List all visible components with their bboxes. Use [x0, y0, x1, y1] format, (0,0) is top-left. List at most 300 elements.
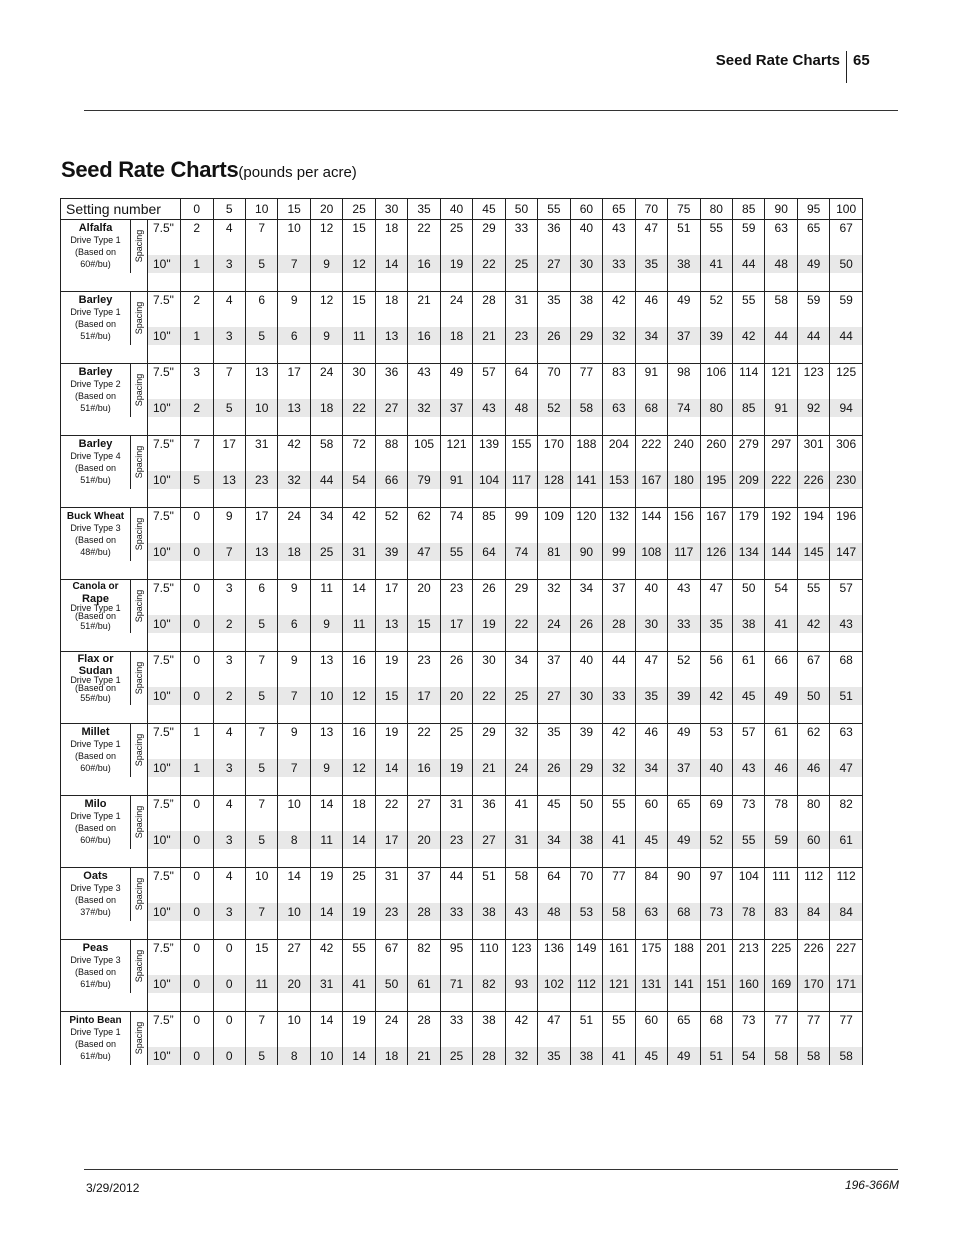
rate-value: 240: [668, 436, 700, 471]
rate-value: 47: [635, 652, 667, 687]
rate-value: 28: [408, 903, 440, 921]
rate-value: 49: [765, 687, 797, 705]
rate-value: 50: [830, 255, 862, 273]
rate-value: 15: [375, 687, 407, 705]
rate-value: 0: [213, 1047, 245, 1065]
table-row: [61, 903, 863, 921]
table-row: [61, 724, 863, 759]
rate-value: 36: [375, 364, 407, 399]
crop-name: Milo: [84, 798, 107, 810]
crop-drive-type: Drive Type 1: [70, 1027, 121, 1037]
rate-value: 41: [603, 831, 635, 849]
rate-value: 85: [733, 399, 765, 417]
rate-value: 23: [505, 327, 537, 345]
table-row: [61, 436, 863, 471]
crop-bushel-weight: 61#/bu): [80, 979, 111, 989]
rate-value: 10: [245, 399, 277, 417]
rate-value: 126: [700, 543, 732, 561]
rate-value: 58: [505, 868, 537, 903]
setting-header-cell: 20: [310, 199, 342, 220]
rate-value: 112: [570, 975, 602, 993]
rate-value: 35: [538, 724, 570, 759]
crop-cell: [61, 724, 131, 777]
rate-value: 155: [505, 436, 537, 471]
rate-value: 0: [181, 1047, 213, 1065]
table-row: [61, 796, 863, 831]
rate-value: 7: [181, 436, 213, 471]
rate-value: 7: [245, 903, 277, 921]
rate-value: 22: [343, 399, 375, 417]
rate-value: 47: [538, 1012, 570, 1047]
rate-value: 65: [797, 220, 829, 255]
rate-value: 70: [538, 364, 570, 399]
rate-value: 213: [733, 940, 765, 975]
rate-value: 77: [570, 364, 602, 399]
rate-value: 306: [830, 436, 862, 471]
rate-value: 37: [538, 652, 570, 687]
rate-value: 55: [440, 543, 472, 561]
rate-value: 49: [668, 292, 700, 327]
rate-value: 68: [830, 652, 862, 687]
rate-value: 36: [538, 220, 570, 255]
rate-value: 11: [245, 975, 277, 993]
rate-value: 7: [245, 1012, 277, 1047]
rate-value: 49: [668, 831, 700, 849]
rate-value: 226: [797, 940, 829, 975]
crop-name: Peas: [82, 942, 109, 954]
rate-value: 28: [473, 1047, 505, 1065]
rate-value: 77: [797, 1012, 829, 1047]
rate-value: 195: [700, 471, 732, 489]
rate-value: 13: [245, 543, 277, 561]
rate-value: 3: [213, 652, 245, 687]
table-row: [61, 868, 863, 903]
rate-value: 144: [765, 543, 797, 561]
rate-value: 0: [181, 831, 213, 849]
rate-value: 65: [668, 796, 700, 831]
spacing-label: Spacing: [134, 805, 144, 839]
crop-based-on: (Based on: [74, 535, 117, 545]
rate-value: 81: [538, 543, 570, 561]
rate-value: 43: [505, 903, 537, 921]
rate-value: 68: [635, 399, 667, 417]
rate-value: 147: [830, 543, 862, 561]
rate-value: 95: [440, 940, 472, 975]
rate-value: 42: [343, 508, 375, 543]
rate-value: 9: [310, 759, 342, 777]
rate-value: 18: [440, 327, 472, 345]
rate-value: 10: [278, 796, 310, 831]
rate-value: 63: [603, 399, 635, 417]
header-section-title: Seed Rate Charts: [715, 52, 840, 69]
rate-value: 9: [278, 724, 310, 759]
rate-value: 145: [797, 543, 829, 561]
rate-value: 24: [375, 1012, 407, 1047]
rate-value: 3: [213, 903, 245, 921]
rate-value: 3: [213, 759, 245, 777]
rate-value: 41: [603, 1047, 635, 1065]
row-spacing-size: 7.5": [148, 508, 181, 543]
table-row: [61, 615, 863, 633]
spacing-cell: [131, 1012, 148, 1065]
rate-value: 31: [505, 831, 537, 849]
rate-value: 64: [505, 364, 537, 399]
rate-value: 136: [538, 940, 570, 975]
table-row: [61, 652, 863, 687]
rate-value: 29: [505, 580, 537, 615]
rate-value: 99: [603, 543, 635, 561]
rate-value: 55: [733, 292, 765, 327]
rate-value: 6: [278, 327, 310, 345]
table-spacer-row: [61, 417, 863, 436]
rate-value: 83: [603, 364, 635, 399]
crop-based-on: (Based on: [74, 895, 117, 905]
crop-cell: [61, 868, 131, 921]
setting-header-cell: 75: [668, 199, 700, 220]
setting-header-cell: 0: [181, 199, 213, 220]
rate-value: 74: [505, 543, 537, 561]
rate-value: 54: [343, 471, 375, 489]
crop-bushel-weight: 60#/bu): [80, 259, 111, 269]
rate-value: 3: [213, 831, 245, 849]
spacing-cell: [131, 436, 148, 489]
rate-value: 180: [668, 471, 700, 489]
rate-value: 167: [700, 508, 732, 543]
rate-value: 25: [440, 724, 472, 759]
setting-header-cell: 15: [278, 199, 310, 220]
row-spacing-size: 10": [148, 471, 181, 489]
rate-value: 55: [343, 940, 375, 975]
table-row: [61, 1047, 863, 1065]
setting-header-cell: 95: [797, 199, 829, 220]
rate-value: 32: [278, 471, 310, 489]
row-spacing-size: 7.5": [148, 868, 181, 903]
rate-value: 34: [635, 759, 667, 777]
rate-value: 9: [278, 580, 310, 615]
setting-header-cell: 35: [408, 199, 440, 220]
rate-value: 37: [603, 580, 635, 615]
rate-value: 67: [797, 652, 829, 687]
header-separator: [846, 51, 847, 83]
setting-header-cell: 85: [733, 199, 765, 220]
rate-value: 43: [473, 399, 505, 417]
rate-value: 0: [181, 687, 213, 705]
rate-value: 194: [797, 508, 829, 543]
rate-value: 14: [310, 796, 342, 831]
rate-value: 28: [603, 615, 635, 633]
rate-value: 61: [830, 831, 862, 849]
rate-value: 52: [668, 652, 700, 687]
rate-value: 47: [408, 543, 440, 561]
rate-value: 128: [538, 471, 570, 489]
rate-value: 39: [668, 687, 700, 705]
rate-value: 24: [278, 508, 310, 543]
rate-value: 26: [440, 652, 472, 687]
rate-value: 19: [343, 903, 375, 921]
crop-bushel-weight: 48#/bu): [80, 547, 111, 557]
setting-header-cell: 45: [473, 199, 505, 220]
rate-value: 52: [538, 399, 570, 417]
rate-value: 41: [343, 975, 375, 993]
rate-value: 34: [635, 327, 667, 345]
rate-value: 51: [570, 1012, 602, 1047]
rate-value: 153: [603, 471, 635, 489]
rate-value: 134: [733, 543, 765, 561]
table-spacer-row: [61, 489, 863, 508]
crop-bushel-weight: 60#/bu): [80, 763, 111, 773]
rate-value: 7: [213, 364, 245, 399]
table-row: [61, 508, 863, 543]
rate-value: 31: [245, 436, 277, 471]
setting-header-cell: 5: [213, 199, 245, 220]
rate-value: 83: [765, 903, 797, 921]
crop-name: Barley: [78, 294, 113, 306]
rate-value: 66: [765, 652, 797, 687]
setting-header-cell: 100: [830, 199, 862, 220]
rate-value: 26: [538, 759, 570, 777]
rate-value: 226: [797, 471, 829, 489]
rate-value: 2: [181, 220, 213, 255]
rate-value: 17: [245, 508, 277, 543]
rate-value: 4: [213, 868, 245, 903]
rate-value: 5: [245, 615, 277, 633]
rate-value: 121: [440, 436, 472, 471]
rate-value: 91: [635, 364, 667, 399]
crop-cell: [61, 940, 131, 993]
rate-value: 27: [473, 831, 505, 849]
rate-value: 84: [635, 868, 667, 903]
rate-value: 13: [310, 652, 342, 687]
rate-value: 34: [310, 508, 342, 543]
rate-value: 57: [473, 364, 505, 399]
rate-value: 32: [408, 399, 440, 417]
rate-value: 49: [668, 724, 700, 759]
row-spacing-size: 10": [148, 831, 181, 849]
rate-value: 78: [765, 796, 797, 831]
table-spacer-row: [61, 705, 863, 724]
rate-value: 91: [765, 399, 797, 417]
crop-based-on: (Based on: [74, 1039, 117, 1049]
rate-value: 54: [733, 1047, 765, 1065]
rate-value: 15: [343, 292, 375, 327]
rate-value: 74: [440, 508, 472, 543]
rate-value: 23: [375, 903, 407, 921]
setting-header-cell: 55: [538, 199, 570, 220]
rate-value: 57: [830, 580, 862, 615]
rate-value: 227: [830, 940, 862, 975]
table-row: [61, 831, 863, 849]
rate-value: 25: [505, 687, 537, 705]
rate-value: 51: [830, 687, 862, 705]
setting-number-label: Setting number: [61, 199, 181, 220]
rate-value: 222: [635, 436, 667, 471]
rate-value: 38: [473, 1012, 505, 1047]
rate-value: 20: [408, 831, 440, 849]
rate-value: 25: [343, 868, 375, 903]
rate-value: 192: [765, 508, 797, 543]
rate-value: 44: [797, 327, 829, 345]
crop-name: Alfalfa: [78, 222, 113, 234]
row-spacing-size: 10": [148, 687, 181, 705]
crop-based-on: (Based on: [74, 391, 117, 401]
table-spacer-row: [61, 993, 863, 1012]
row-spacing-size: 10": [148, 759, 181, 777]
rate-value: 22: [473, 687, 505, 705]
rate-value: 29: [473, 724, 505, 759]
rate-value: 104: [733, 868, 765, 903]
rate-value: 68: [668, 903, 700, 921]
rate-value: 144: [635, 508, 667, 543]
rate-value: 44: [603, 652, 635, 687]
rate-value: 13: [278, 399, 310, 417]
rate-value: 80: [797, 796, 829, 831]
rate-value: 62: [408, 508, 440, 543]
spacing-cell: [131, 220, 148, 273]
rate-value: 297: [765, 436, 797, 471]
rate-value: 64: [538, 868, 570, 903]
row-spacing-size: 7.5": [148, 652, 181, 687]
rate-value: 6: [245, 292, 277, 327]
rate-value: 43: [408, 364, 440, 399]
rate-value: 17: [213, 436, 245, 471]
rate-value: 30: [635, 615, 667, 633]
rate-value: 73: [733, 796, 765, 831]
rate-value: 26: [570, 615, 602, 633]
rate-value: 18: [343, 796, 375, 831]
spacing-label: Spacing: [134, 229, 144, 263]
rate-value: 7: [278, 759, 310, 777]
rate-value: 92: [797, 399, 829, 417]
rate-value: 10: [310, 687, 342, 705]
rate-value: 82: [473, 975, 505, 993]
rate-value: 51: [700, 1047, 732, 1065]
rate-value: 9: [310, 615, 342, 633]
rate-value: 37: [668, 759, 700, 777]
rate-value: 17: [440, 615, 472, 633]
rate-value: 42: [505, 1012, 537, 1047]
crop-cell: [61, 436, 131, 489]
setting-header-row: [61, 199, 863, 220]
rate-value: 169: [765, 975, 797, 993]
table-spacer-row: [61, 345, 863, 364]
rate-value: 9: [310, 327, 342, 345]
rate-value: 20: [440, 687, 472, 705]
row-spacing-size: 7.5”: [148, 1012, 181, 1047]
rate-value: 94: [830, 399, 862, 417]
rate-value: 30: [570, 255, 602, 273]
rate-value: 37: [408, 868, 440, 903]
rate-value: 90: [668, 868, 700, 903]
rate-value: 63: [765, 220, 797, 255]
rate-value: 22: [408, 724, 440, 759]
rate-value: 74: [668, 399, 700, 417]
setting-header-cell: 90: [765, 199, 797, 220]
crop-drive-type: Drive Type 3: [70, 523, 121, 533]
rate-value: 36: [473, 796, 505, 831]
table-row: [61, 543, 863, 561]
crop-based-on: (Based on: [74, 751, 117, 761]
rate-value: 171: [830, 975, 862, 993]
rate-value: 4: [213, 724, 245, 759]
row-spacing-size: 7.5": [148, 220, 181, 255]
rate-value: 24: [538, 615, 570, 633]
rate-value: 21: [473, 327, 505, 345]
rate-value: 17: [375, 580, 407, 615]
row-spacing-size: 7.5”: [148, 796, 181, 831]
rate-value: 18: [375, 220, 407, 255]
crop-bushel-weight: 61#/bu): [80, 1051, 111, 1061]
rate-value: 50: [375, 975, 407, 993]
rate-value: 0: [181, 652, 213, 687]
rate-value: 2: [213, 687, 245, 705]
rate-value: 28: [473, 292, 505, 327]
rate-value: 39: [570, 724, 602, 759]
rate-value: 27: [538, 687, 570, 705]
rate-value: 31: [505, 292, 537, 327]
rate-value: 114: [733, 364, 765, 399]
rate-value: 9: [310, 255, 342, 273]
rate-value: 80: [700, 399, 732, 417]
rate-value: 209: [733, 471, 765, 489]
crop-name: Barley: [78, 438, 113, 450]
rate-value: 139: [473, 436, 505, 471]
crop-based-on: (Based on: [74, 319, 117, 329]
rate-value: 41: [505, 796, 537, 831]
rate-value: 45: [635, 1047, 667, 1065]
rate-value: 4: [213, 796, 245, 831]
crop-based-on: (Based on: [74, 463, 117, 473]
rate-value: 13: [245, 364, 277, 399]
rate-value: 2: [181, 292, 213, 327]
crop-based-on: (Based on: [74, 611, 117, 621]
rate-value: 13: [375, 615, 407, 633]
rate-value: 156: [668, 508, 700, 543]
rate-value: 59: [765, 831, 797, 849]
rate-value: 28: [408, 1012, 440, 1047]
rate-value: 204: [603, 436, 635, 471]
rate-value: 42: [700, 687, 732, 705]
rate-value: 52: [700, 292, 732, 327]
crop-cell: [61, 364, 131, 417]
rate-value: 32: [603, 759, 635, 777]
rate-value: 60: [635, 796, 667, 831]
rate-value: 179: [733, 508, 765, 543]
rate-value: 15: [408, 615, 440, 633]
rate-value: 35: [700, 615, 732, 633]
rate-value: 27: [375, 399, 407, 417]
rate-value: 110: [473, 940, 505, 975]
row-spacing-size: 10": [148, 1047, 181, 1065]
crop-cell: [61, 220, 131, 273]
rate-value: 31: [375, 868, 407, 903]
rate-value: 79: [408, 471, 440, 489]
rate-value: 2: [213, 615, 245, 633]
table-row: [61, 327, 863, 345]
rate-value: 16: [408, 255, 440, 273]
rate-value: 7: [278, 255, 310, 273]
rate-value: 46: [635, 724, 667, 759]
table-spacer-row: [61, 273, 863, 292]
crop-drive-type: Drive Type 1: [70, 307, 121, 317]
crop-drive-type: Drive Type 1: [70, 235, 121, 245]
rate-value: 44: [830, 327, 862, 345]
rate-value: 25: [505, 255, 537, 273]
rate-value: 112: [797, 868, 829, 903]
spacing-label: Spacing: [134, 445, 144, 479]
spacing-cell: [131, 868, 148, 921]
rate-value: 82: [408, 940, 440, 975]
rate-value: 25: [440, 1047, 472, 1065]
